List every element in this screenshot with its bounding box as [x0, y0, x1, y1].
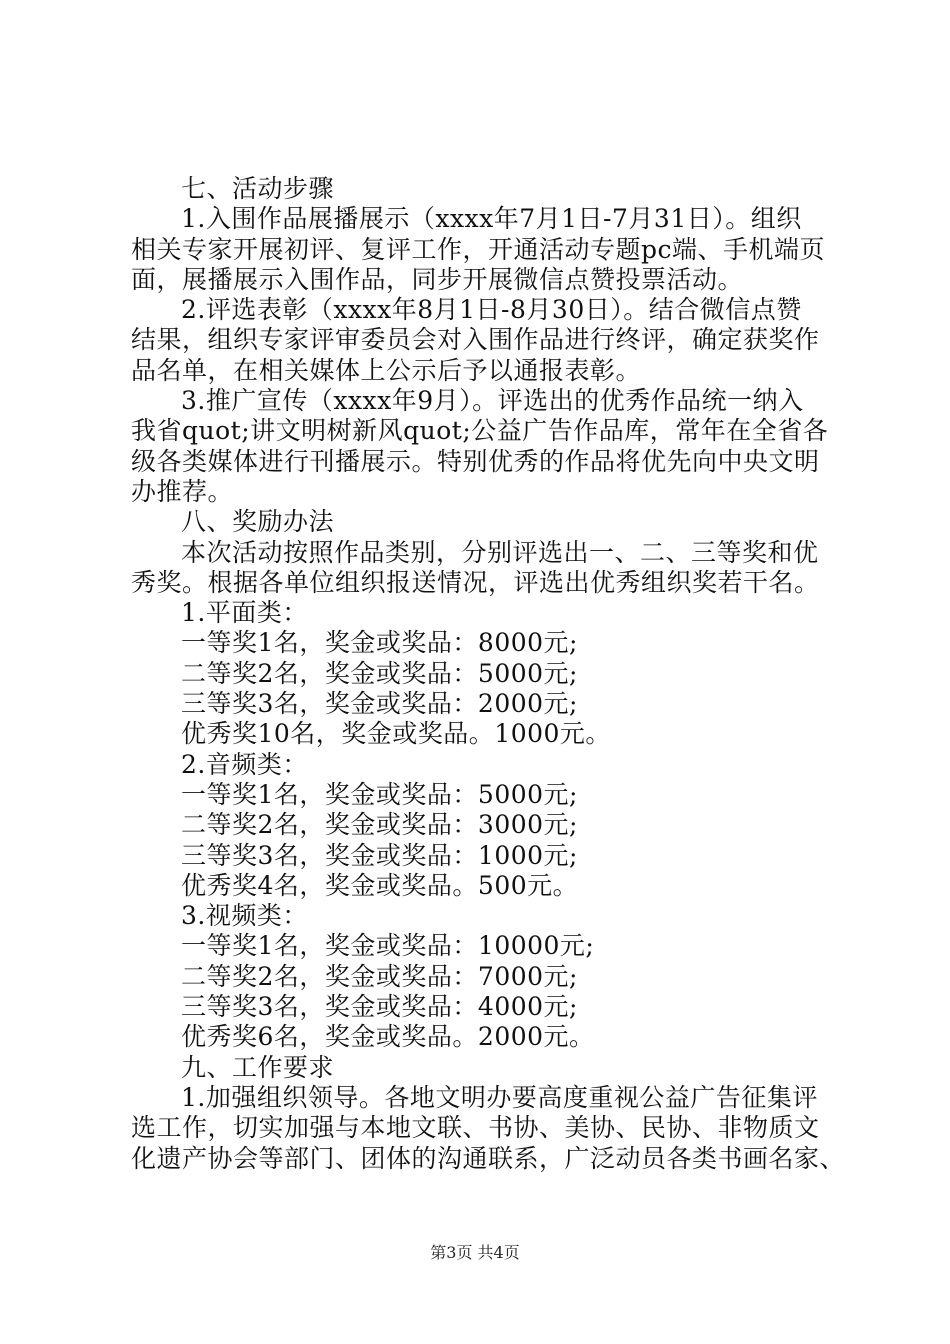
text-line: 1.入围作品展播展示（xxxx年7月1日-7月31日）。组织 [181, 204, 802, 234]
text-line: 2.评选表彰（xxxx年8月1日-8月30日）。结合微信点赞 [181, 295, 802, 325]
text-line: 结果，组织专家评审委员会对入围作品进行终评，确定获奖作 [131, 325, 820, 355]
text-line: 一等奖1名，奖金或奖品：8000元; [181, 628, 578, 658]
text-line: 面，展播展示入围作品，同步开展微信点赞投票活动。 [131, 264, 744, 294]
text-line: 化遗产协会等部门、团体的沟通联系，广泛动员各类书画名家、 [131, 1143, 846, 1173]
text-line: 办推荐。 [131, 476, 234, 506]
text-line: 三等奖3名，奖金或奖品：2000元; [181, 689, 578, 719]
text-line: 二等奖2名，奖金或奖品：7000元; [181, 961, 578, 991]
text-line: 优秀奖6名，奖金或奖品。2000元。 [181, 1022, 595, 1052]
text-line: 秀奖。根据各单位组织报送情况，评选出优秀组织奖若干名。 [131, 567, 820, 597]
text-line: 1.平面类： [181, 598, 308, 628]
document-body [131, 174, 846, 1174]
text-line: 本次活动按照作品类别，分别评选出一、二、三等奖和优 [181, 537, 819, 567]
text-line: 三等奖3名，奖金或奖品：4000元; [181, 992, 578, 1022]
text-line: 相关专家开展初评、复评工作，开通活动专题pc端、手机端页 [131, 234, 826, 264]
text-line: 3.推广宣传（xxxx年9月）。评选出的优秀作品统一纳入 [181, 386, 804, 416]
text-line: 3.视频类： [181, 901, 308, 931]
text-line: 一等奖1名，奖金或奖品：5000元; [181, 779, 578, 809]
text-line: 品名单，在相关媒体上公示后予以通报表彰。 [131, 355, 642, 385]
page-footer: 第3页 共4页 [430, 1243, 520, 1262]
text-line: 七、活动步骤 [181, 174, 335, 203]
text-line: 一等奖1名，奖金或奖品：10000元; [181, 931, 595, 961]
text-line: 三等奖3名，奖金或奖品：1000元; [181, 840, 578, 870]
text-line: 八、奖励办法 [181, 507, 335, 537]
text-line: 1.加强组织领导。各地文明办要高度重视公益广告征集评 [181, 1082, 818, 1112]
text-line: 二等奖2名，奖金或奖品：5000元; [181, 658, 578, 688]
text-line: 九、工作要求 [181, 1052, 335, 1082]
text-line: 二等奖2名，奖金或奖品：3000元; [181, 810, 578, 840]
text-line: 优秀奖10名，奖金或奖品。1000元。 [181, 719, 611, 749]
text-line: 我省quot;讲文明树新风quot;公益广告作品库，常年在全省各 [131, 416, 829, 446]
text-line: 级各类媒体进行刊播展示。特别优秀的作品将优先向中央文明 [131, 446, 820, 476]
text-line: 优秀奖4名，奖金或奖品。500元。 [181, 870, 579, 900]
text-line: 2.音频类： [181, 749, 308, 779]
text-line: 选工作，切实加强与本地文联、书协、美协、民协、非物质文 [131, 1113, 820, 1143]
